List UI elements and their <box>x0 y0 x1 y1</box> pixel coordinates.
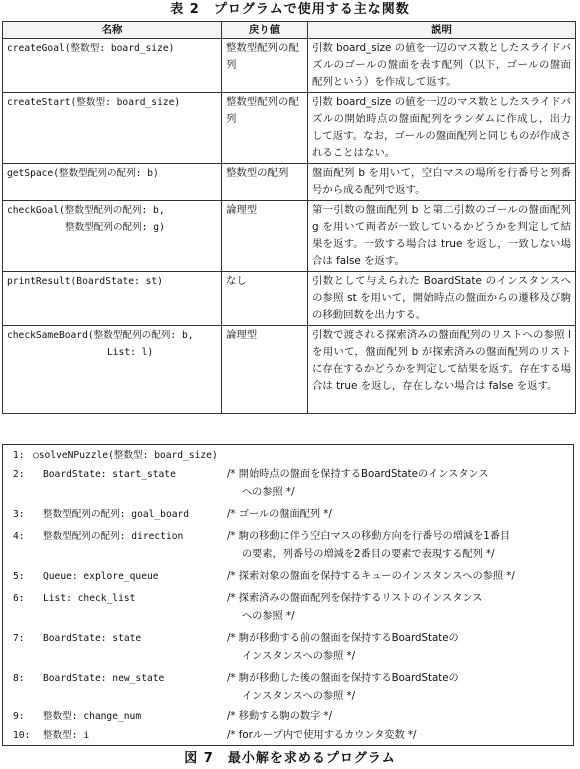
return-type: 論理型 <box>222 326 308 414</box>
comment-continuation: インスタンスへの参照 */ <box>242 651 356 662</box>
table-caption: 表 2 プログラムで使用する主な関数 <box>170 2 410 17</box>
function-description: 第一引数の盤面配列 b と第二引数のゴールの盤面配列 g を用いて両者が一致しているかどうかを判定して結果を返す。一致する場合は true を返し，一致しない場合は false を返す。 <box>308 201 576 272</box>
function-description: 引数 board_size の値を一辺のマス数としたスライドパズルの開始時点の盤面配列をランダムに作成し，出力して返す。なお，ゴールの盤面配列と同じものが作成されることはない。 <box>308 93 576 164</box>
return-type: 整数型配列の配列 <box>222 39 308 93</box>
variable-declaration: 整数型: change_num <box>43 711 142 722</box>
line-number: 10: <box>13 730 31 741</box>
variable-declaration: Queue: explore_queue <box>43 571 159 582</box>
function-signature: ○solveNPuzzle(整数型: board_size) <box>33 450 218 461</box>
code-line <box>3 529 573 545</box>
variable-declaration: List: check_list <box>43 593 136 604</box>
table-row <box>3 93 576 164</box>
code-line <box>3 591 573 607</box>
code-line <box>3 507 573 523</box>
variable-declaration: BoardState: state <box>43 633 142 644</box>
code-line <box>3 671 573 687</box>
function-description: 引数で渡される探索済みの盤面配列のリストへの参照 l を用いて，盤面配列 b が探索済みの盤面配列のリストに存在するかどうかを判定して結果を返す。存在する場合は true を返し，存在しない場合は false を返す。 <box>308 326 576 414</box>
comment: /* 探索対象の盤面を保持するキューのインスタンスへの参照 */ <box>227 571 515 582</box>
table-row <box>3 39 576 93</box>
variable-declaration: 整数型配列の配列: goal_board <box>43 509 190 520</box>
comment: /* forループ内で使用するカウンタ変数 */ <box>227 730 417 741</box>
code-line <box>3 569 573 585</box>
code-line-continuation <box>3 547 573 563</box>
comment: /* 開始時点の盤面を保持するBoardStateのインスタンス <box>227 469 489 480</box>
variable-declaration: BoardState: start_state <box>43 469 176 480</box>
line-number: 8: <box>13 673 25 684</box>
line-number: 4: <box>13 531 25 542</box>
line-number: 9: <box>13 711 25 722</box>
function-description: 引数 board_size の値を一辺のマス数としたスライドパズルのゴールの盤面を表す配列（以下，ゴールの盤面配列という）を作成して返す。 <box>308 39 576 93</box>
variable-declaration: 整数型: i <box>43 730 90 741</box>
line-number: 1: <box>13 450 25 461</box>
table-row <box>3 326 576 414</box>
function-name: printResult(BoardState: st) <box>3 272 222 326</box>
function-name: checkSameBoard(整数型配列の配列: b, List: l) <box>3 326 222 414</box>
comment-continuation: インスタンスへの参照 */ <box>242 691 356 702</box>
line-number: 5: <box>13 571 25 582</box>
code-line-continuation <box>3 485 573 501</box>
line-number: 6: <box>13 593 25 604</box>
comment: /* 駒の移動に伴う空白マスの移動方向を行番号の増減を1番目 <box>227 531 511 542</box>
function-name: getSpace(整数型配列の配列: b) <box>3 164 222 201</box>
comment: /* 移動する駒の数字 */ <box>227 711 333 722</box>
table-row <box>3 164 576 201</box>
variable-declaration: BoardState: new_state <box>43 673 165 684</box>
header-name: 名称 <box>3 22 222 39</box>
code-line <box>3 631 573 647</box>
table-header-row <box>3 22 576 39</box>
code-line <box>3 467 573 483</box>
comment: /* 駒が移動した後の盤面を保持するBoardStateの <box>227 673 459 684</box>
comment-continuation: への参照 */ <box>242 611 295 622</box>
comment: /* 駒が移動する前の盤面を保持するBoardStateの <box>227 633 459 644</box>
comment-continuation: の要素，列番号の増減を2番目の要素で表現する配列 */ <box>242 549 495 560</box>
header-return: 戻り値 <box>222 22 308 39</box>
function-description: 引数として与えられた BoardState のインスタンスへの参照 st を用いて，開始時点の盤面からの遷移及び駒の移動回数を出力する。 <box>308 272 576 326</box>
table-row <box>3 201 576 272</box>
line-number: 3: <box>13 509 25 520</box>
code-line-continuation <box>3 689 573 705</box>
program-listing <box>2 444 574 746</box>
variable-declaration: 整数型配列の配列: direction <box>43 531 184 542</box>
code-line <box>3 709 573 725</box>
functions-table <box>2 21 576 414</box>
function-description: 盤面配列 b を用いて，空白マスの場所を行番号と列番号から成る配列で返す。 <box>308 164 576 201</box>
comment-continuation: への参照 */ <box>242 487 295 498</box>
return-type: 整数型配列の配列 <box>222 93 308 164</box>
comment: /* 探索済みの盤面配列を保持するリストのインスタンス <box>227 593 483 604</box>
comment: /* ゴールの盤面配列 */ <box>227 509 332 520</box>
code-line <box>3 728 573 744</box>
function-name: checkGoal(整数型配列の配列: b, 整数型配列の配列: g) <box>3 201 222 272</box>
function-name: createGoal(整数型: board_size) <box>3 39 222 93</box>
table-row <box>3 272 576 326</box>
code-line-continuation <box>3 649 573 665</box>
figure-caption: 図 7 最小解を求めるプログラム <box>184 751 396 766</box>
line-number: 2: <box>13 469 25 480</box>
return-type: 論理型 <box>222 201 308 272</box>
return-type: なし <box>222 272 308 326</box>
line-number: 7: <box>13 633 25 644</box>
code-line <box>3 448 573 464</box>
header-description: 説明 <box>308 22 576 39</box>
code-line-continuation <box>3 609 573 625</box>
function-name: createStart(整数型: board_size) <box>3 93 222 164</box>
return-type: 整数型の配列 <box>222 164 308 201</box>
